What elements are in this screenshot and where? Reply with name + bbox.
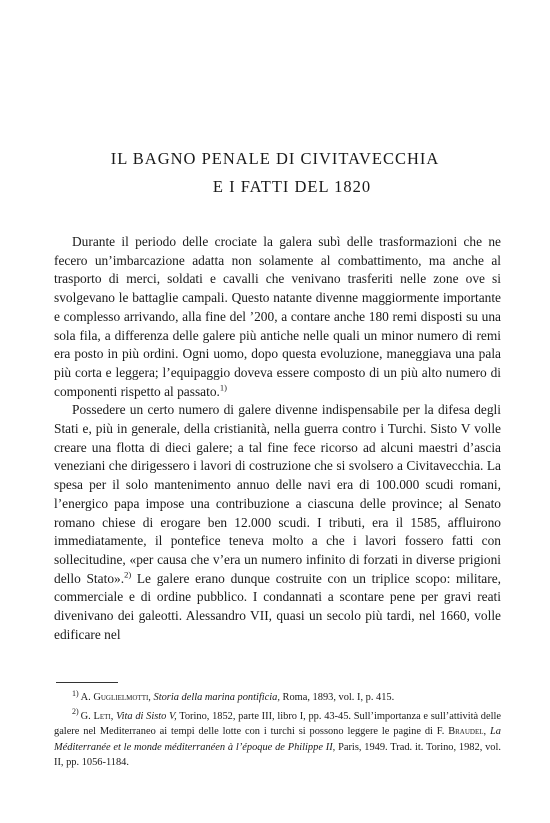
footnote-2-title: Vita di Sisto V, [116,710,177,722]
footnote-1-rest: Roma, 1893, vol. I, p. 415. [279,692,395,703]
footnote-2-author-2: Braudel, [448,726,487,738]
paragraph-2-text-a: Possedere un certo numero di galere divenne indispensabile per la difesa degli Stati e, più in generale, della cristianità, nella guerra contro i Turchi. Sisto V volle creare una flotta di dieci galere; a tal fine fece ricorso ad alcuni maestri d’ascia veneziani che dirigessero i lavori di costruzione che si svolsero a Civitavecchia. La spesa per il solo mantenimento annuo delle navi era di 100.000 scudi romani, l’energico papa impose una contribuzione a ciascuna delle province; al Senato romano chiese di erogare ben 12.000 scudi. I tributi, era il 1585, affluirono immediatamente, il pontefice teneva molto a che i lavori fossero fatti con sollecitudine, «per causa che v’era un numero infinito di forzati in diverse prigioni dello Stato». [54,402,501,586]
footnote-2-author: G. Leti, [80,710,114,722]
footnote-2-title-2: La Méditerranée et le monde méditerranéen à l’époque de Philippe II, [54,726,501,753]
footnote-1 [54,690,501,706]
paragraph-1-text: Durante il periodo delle crociate la galera subì delle trasformazioni che ne fecero un’imbarcazione adatta non solamente al combattimento, ma anche al trasporto di merci, soldati e cavalli che venivano trasferiti nelle zone ove si svolgevano le battaglie campali. Questo natante divenne maggiormente importante e complesso arrivando, alla fine del ’200, a contare anche 180 remi disposti su una sola fila, a differenza delle galere più antiche nelle quali un minor numero di remi era posto in più ordini. Ogni uomo, dopo questa evoluzione, maneggiava una pala più corta e leggera; l’equipaggio doveva essere composto di un più alto numero di componenti rispetto al passato. [54,234,501,399]
footnote-2-rest-2: Paris, 1949. Trad. it. Torino, 1982, vol. II, pp. 1056-1184. [54,741,501,769]
footnote-2-rest-1: Torino, 1852, parte III, libro I, pp. 43-45. Sull’importanza e sull’attività delle galere nel Mediterraneo ai tempi delle lotte con i turchi si possono leggere le pagine di F. [54,710,501,738]
paragraph-2 [54,401,501,644]
footnote-1-author: A. Guglielmotti, [80,692,151,703]
footnotes [54,690,501,774]
body-text [54,233,501,644]
chapter-title-line-1: IL BAGNO PENALE DI CIVITAVECCHIA [110,149,440,168]
footnote-1-number: 1) [72,688,79,698]
footnote-2-number: 2) [72,707,79,717]
footnote-ref-2[interactable]: 2) [124,569,132,580]
footnote-1-title: Storia della marina pontificia, [153,692,280,703]
chapter-title-line-2: E I FATTI DEL 1820 [212,177,372,196]
footnote-divider [56,682,118,683]
paragraph-2-text-b: Le galere erano dunque costruite con un triplice scopo: militare, commerciale e di ordine pubblico. I condannati a scontare pene per gravi reati divenivano dei galeotti. Alessandro VII, quasi un secolo più tardi, nel 1660, volle edificare nel [54,570,501,642]
footnote-ref-1[interactable]: 1) [219,382,227,393]
footnote-2 [54,709,501,771]
paragraph-1 [54,233,501,401]
